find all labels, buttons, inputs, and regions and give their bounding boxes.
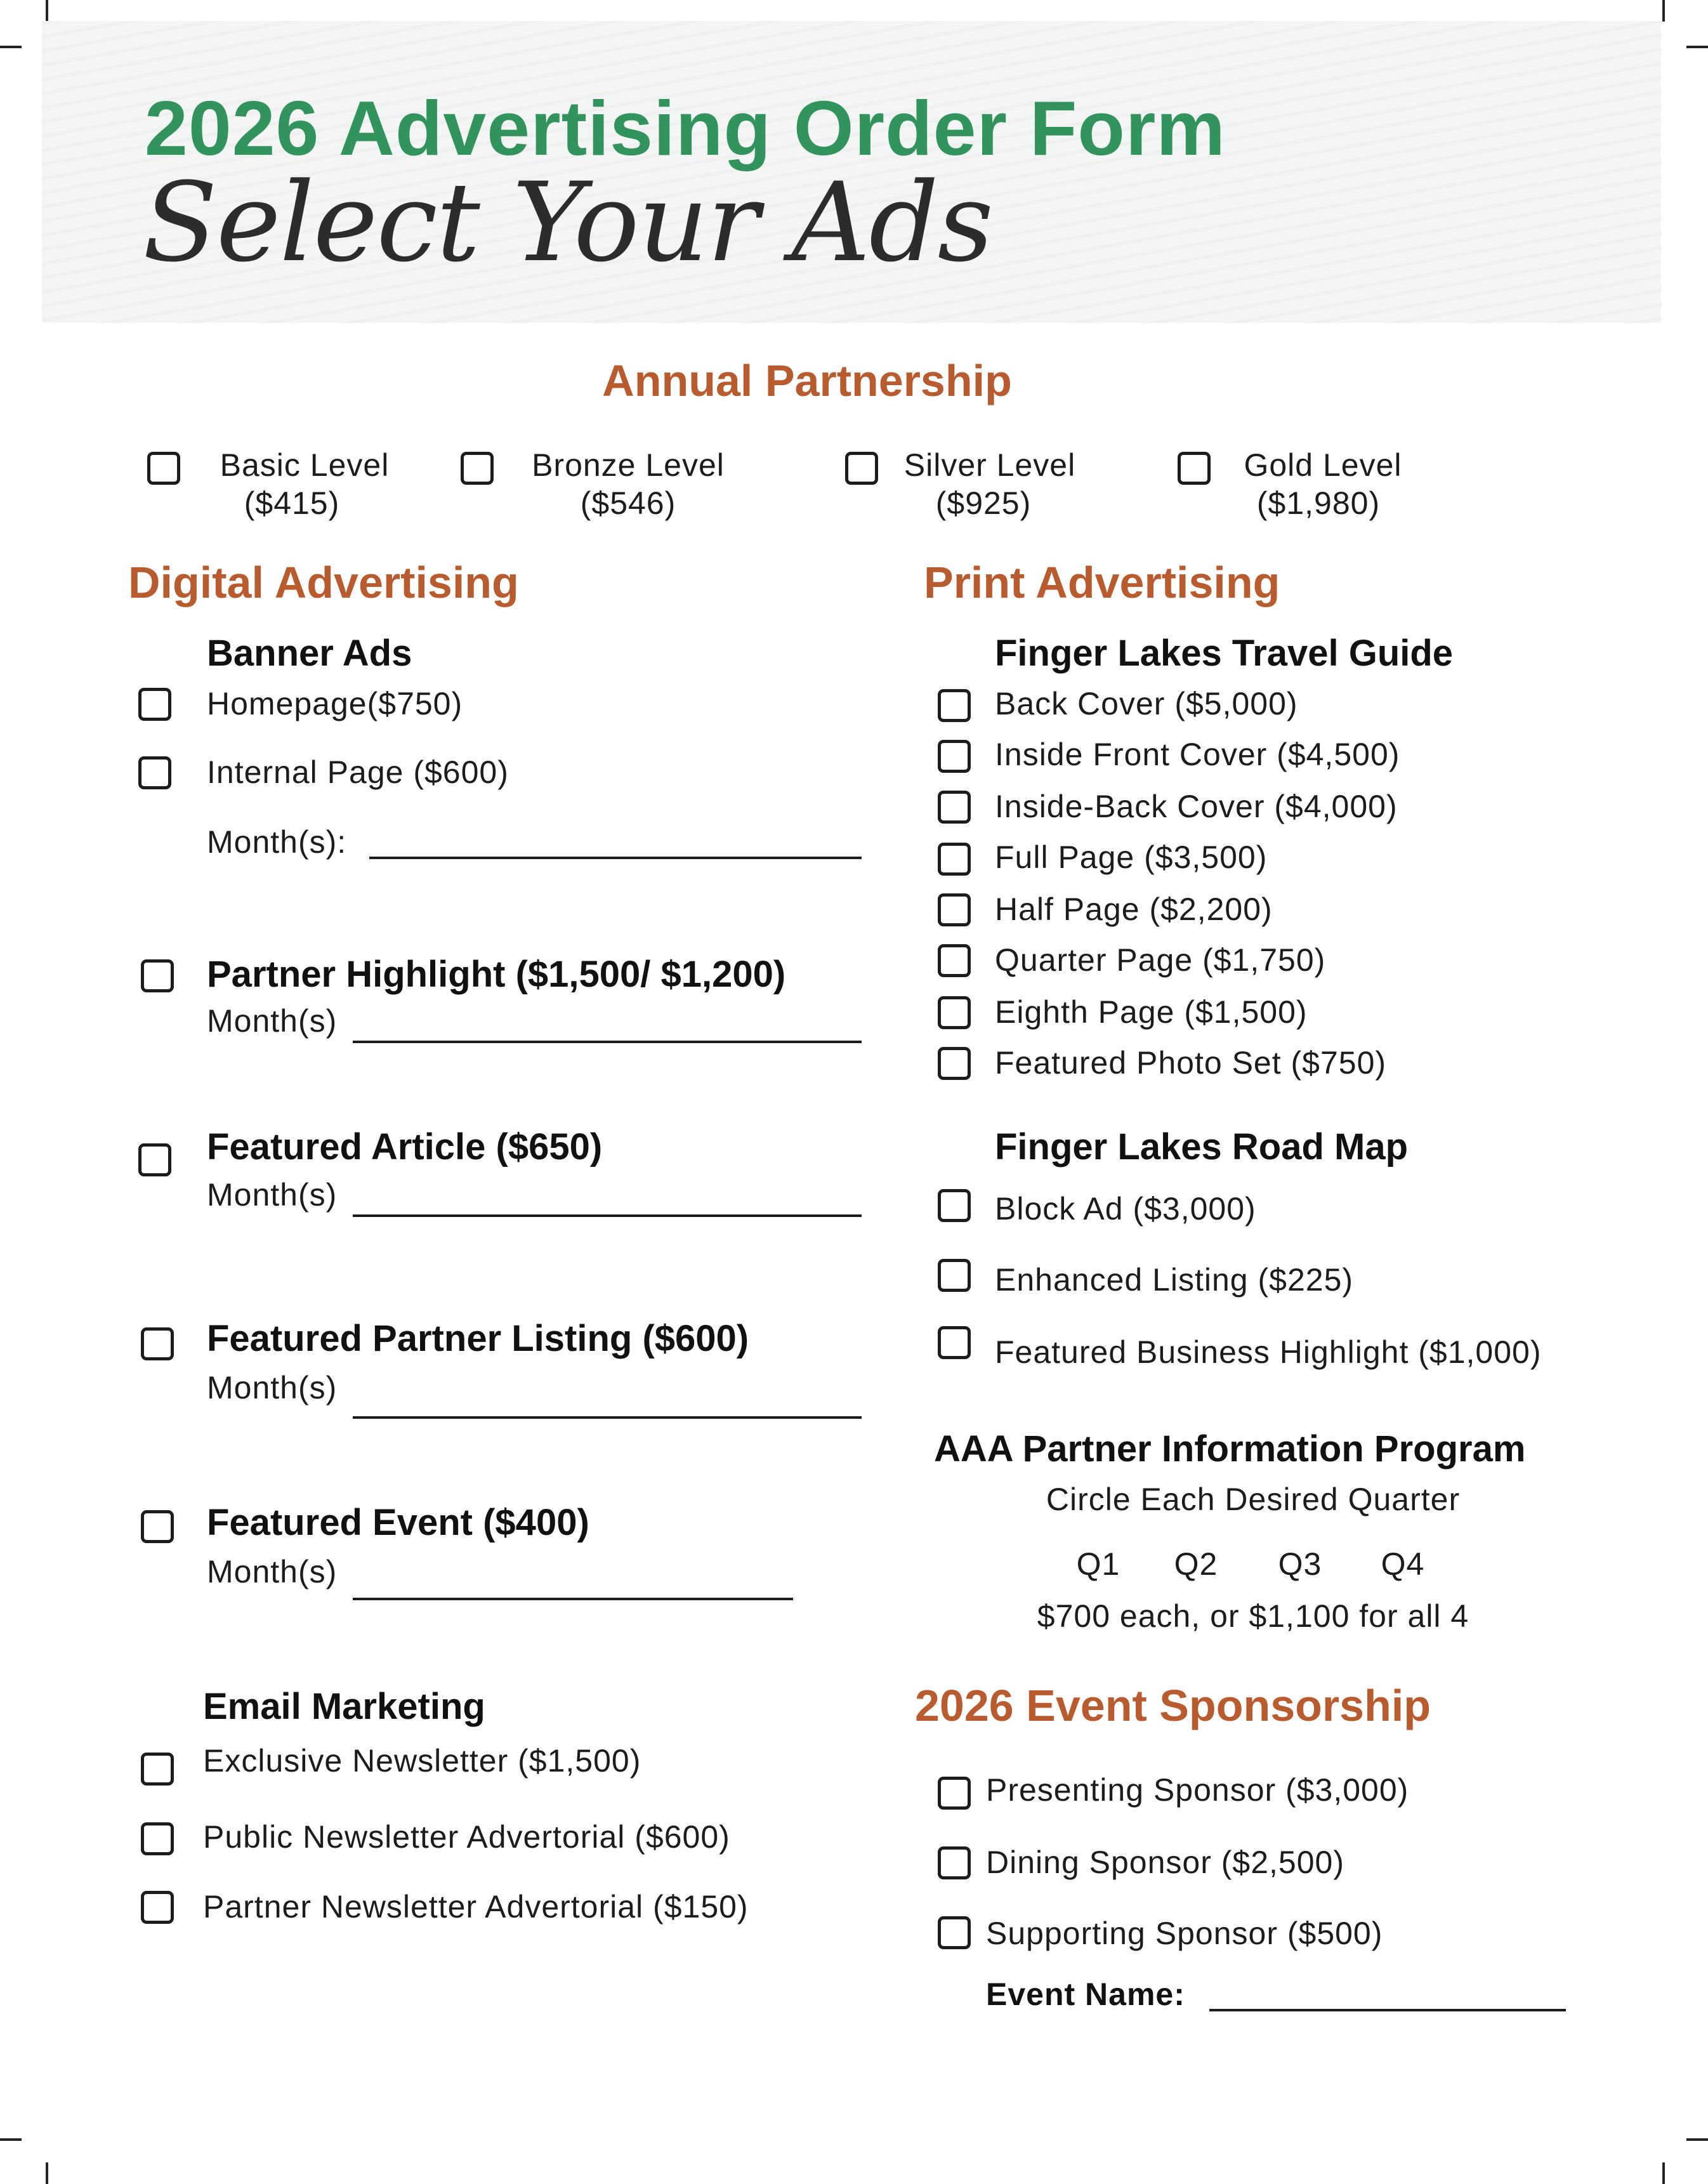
basic-level-price: ($415) <box>244 485 340 521</box>
crop-mark <box>1686 46 1708 48</box>
crop-mark <box>46 0 48 22</box>
public-newsletter-label: Public Newsletter Advertorial ($600) <box>203 1819 730 1855</box>
featured-partner-listing-months-label: Month(s) <box>207 1370 338 1405</box>
featured-article-checkbox[interactable] <box>138 1143 171 1176</box>
dining-sponsor-checkbox[interactable] <box>938 1846 971 1879</box>
public-newsletter-checkbox[interactable] <box>141 1822 174 1855</box>
quarter-q1[interactable]: Q1 <box>1076 1546 1120 1582</box>
quarter-q2[interactable]: Q2 <box>1174 1546 1218 1582</box>
featured-event-months-label: Month(s) <box>207 1554 338 1589</box>
annual-partnership-title: Annual Partnership <box>602 356 1012 405</box>
crop-mark <box>1686 2138 1708 2141</box>
supporting-sponsor-checkbox[interactable] <box>938 1916 971 1949</box>
digital-advertising-title: Digital Advertising <box>128 558 519 607</box>
crop-mark <box>0 2138 22 2141</box>
aaa-pricing: $700 each, or $1,100 for all 4 <box>1037 1598 1469 1634</box>
supporting-sponsor-label: Supporting Sponsor ($500) <box>986 1916 1383 1951</box>
banner-months-line[interactable] <box>369 857 862 859</box>
script-subtitle: Select Your Ads <box>143 159 992 286</box>
featured-event-months-line[interactable] <box>353 1598 793 1600</box>
silver-level-price: ($925) <box>935 485 1032 521</box>
featured-partner-listing-checkbox[interactable] <box>141 1327 174 1360</box>
quarter-q4[interactable]: Q4 <box>1381 1546 1425 1582</box>
silver-level-checkbox[interactable] <box>845 452 878 485</box>
partner-highlight-months-line[interactable] <box>353 1041 862 1043</box>
half-page-label: Half Page ($2,200) <box>995 891 1273 927</box>
gold-level-price: ($1,980) <box>1256 485 1381 521</box>
bronze-level-price: ($546) <box>580 485 676 521</box>
crop-mark <box>1662 0 1665 22</box>
partner-newsletter-label: Partner Newsletter Advertorial ($150) <box>203 1889 749 1924</box>
featured-event-checkbox[interactable] <box>141 1510 174 1543</box>
featured-business-highlight-label: Featured Business Highlight ($1,000) <box>995 1334 1542 1370</box>
back-cover-checkbox[interactable] <box>938 689 971 722</box>
enhanced-listing-label: Enhanced Listing ($225) <box>995 1262 1354 1298</box>
enhanced-listing-checkbox[interactable] <box>938 1259 971 1292</box>
gold-level-checkbox[interactable] <box>1178 452 1211 485</box>
featured-event-title: Featured Event ($400) <box>207 1502 589 1543</box>
aaa-program-subtitle: Circle Each Desired Quarter <box>1046 1482 1461 1517</box>
event-sponsorship-title: 2026 Event Sponsorship <box>915 1681 1431 1730</box>
presenting-sponsor-label: Presenting Sponsor ($3,000) <box>986 1772 1409 1808</box>
featured-article-months-label: Month(s) <box>207 1177 338 1213</box>
aaa-program-title: AAA Partner Information Program <box>934 1428 1526 1470</box>
inside-front-cover-checkbox[interactable] <box>938 740 971 773</box>
partner-newsletter-checkbox[interactable] <box>141 1891 174 1924</box>
print-advertising-title: Print Advertising <box>924 558 1280 607</box>
crop-mark <box>0 46 22 48</box>
featured-article-months-line[interactable] <box>353 1214 862 1217</box>
full-page-checkbox[interactable] <box>938 843 971 876</box>
inside-back-cover-label: Inside-Back Cover ($4,000) <box>995 789 1398 824</box>
partner-highlight-checkbox[interactable] <box>141 959 174 992</box>
exclusive-newsletter-checkbox[interactable] <box>141 1753 174 1786</box>
gold-level-label: Gold Level <box>1244 447 1402 483</box>
email-marketing-title: Email Marketing <box>203 1686 485 1727</box>
eighth-page-checkbox[interactable] <box>938 996 971 1029</box>
block-ad-label: Block Ad ($3,000) <box>995 1191 1256 1227</box>
page-title: 2026 Advertising Order Form <box>145 85 1226 171</box>
full-page-label: Full Page ($3,500) <box>995 839 1268 875</box>
inside-back-cover-checkbox[interactable] <box>938 791 971 824</box>
travel-guide-title: Finger Lakes Travel Guide <box>995 633 1454 674</box>
inside-front-cover-label: Inside Front Cover ($4,500) <box>995 737 1400 772</box>
quarter-page-label: Quarter Page ($1,750) <box>995 942 1326 978</box>
homepage-banner-checkbox[interactable] <box>138 688 171 721</box>
featured-partner-listing-months-line[interactable] <box>353 1416 862 1419</box>
exclusive-newsletter-label: Exclusive Newsletter ($1,500) <box>203 1743 641 1779</box>
quarter-page-checkbox[interactable] <box>938 944 971 977</box>
back-cover-label: Back Cover ($5,000) <box>995 686 1298 721</box>
event-name-label: Event Name: <box>986 1977 1185 2012</box>
internal-page-banner-checkbox[interactable] <box>138 756 171 789</box>
internal-page-banner-label: Internal Page ($600) <box>207 754 509 790</box>
bronze-level-checkbox[interactable] <box>461 452 494 485</box>
banner-ads-title: Banner Ads <box>207 633 412 674</box>
basic-level-label: Basic Level <box>220 447 390 483</box>
featured-article-title: Featured Article ($650) <box>207 1126 603 1168</box>
block-ad-checkbox[interactable] <box>938 1189 971 1222</box>
event-name-line[interactable] <box>1209 2009 1566 2011</box>
basic-level-checkbox[interactable] <box>147 452 180 485</box>
partner-highlight-months-label: Month(s) <box>207 1003 338 1039</box>
featured-photo-set-checkbox[interactable] <box>938 1047 971 1080</box>
eighth-page-label: Eighth Page ($1,500) <box>995 994 1308 1030</box>
featured-partner-listing-title: Featured Partner Listing ($600) <box>207 1318 749 1359</box>
quarter-q3[interactable]: Q3 <box>1278 1546 1322 1582</box>
featured-photo-set-label: Featured Photo Set ($750) <box>995 1045 1387 1081</box>
bronze-level-label: Bronze Level <box>532 447 725 483</box>
homepage-banner-label: Homepage($750) <box>207 686 463 721</box>
featured-business-highlight-checkbox[interactable] <box>938 1326 971 1359</box>
presenting-sponsor-checkbox[interactable] <box>938 1777 971 1810</box>
crop-mark <box>46 2162 48 2184</box>
banner-months-label: Month(s): <box>207 824 347 860</box>
partner-highlight-title: Partner Highlight ($1,500/ $1,200) <box>207 954 786 995</box>
dining-sponsor-label: Dining Sponsor ($2,500) <box>986 1845 1344 1880</box>
crop-mark <box>1662 2162 1665 2184</box>
road-map-title: Finger Lakes Road Map <box>995 1126 1409 1168</box>
silver-level-label: Silver Level <box>903 447 1076 483</box>
half-page-checkbox[interactable] <box>938 893 971 926</box>
